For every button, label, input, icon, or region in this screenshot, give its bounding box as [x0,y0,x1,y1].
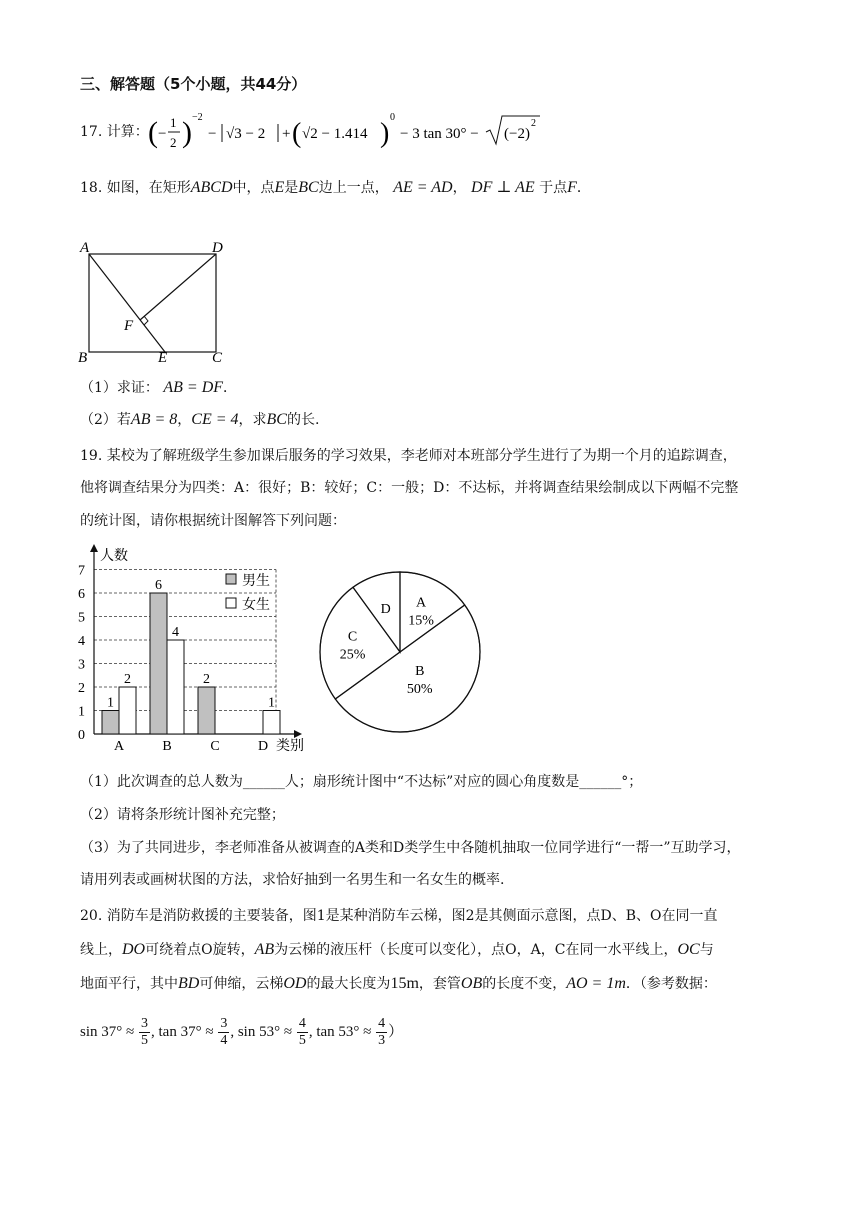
q18-e: E [274,179,285,196]
q17-frac-den: 2 [170,135,177,150]
y-tick-label: 6 [78,587,85,602]
legend-swatch-male [226,574,236,584]
q20-bd: BD [178,975,200,992]
label-a: A [80,240,90,256]
q18-part2-prefix: （2）若 [80,412,131,428]
y-tick-label: 5 [78,610,85,626]
label-c: C [212,350,223,366]
q18-part2-end: 的长. [286,412,320,428]
y-tick-label: 2 [78,681,85,696]
y-tick-label: 7 [78,563,85,579]
legend-label-male: 男生 [242,574,270,589]
q17-tail: − 3 tan 30° − [400,126,479,142]
q19-q3b: 请用列表或画树状图的方法，求恰好抽到一名男生和一名女生的概率. [80,872,505,888]
ref-close: ） [388,1024,404,1040]
pie-label-B: B [415,664,425,680]
bar-value-label: 2 [203,672,210,687]
q20-oc: OC [677,941,700,958]
q20-do: DO [122,941,146,958]
q17-number: 17. [80,124,103,140]
label-b: B [78,350,88,366]
bar-男生-C [198,687,215,734]
q20-text: 的最大长度为 [306,976,391,992]
x-tick-label: C [210,739,220,754]
q20-text: 可绕着点O旋转， [145,942,255,958]
y-tick-label: 3 [78,657,85,673]
pie-chart [316,568,486,738]
q18-part2 [80,410,319,430]
y-axis-label: 人数 [100,549,128,564]
q17-lparen2: ( [292,118,302,149]
q18-text: 是 [284,180,299,196]
q18-part2-eq2: CE = 4 [191,411,239,428]
bar-value-label: 2 [124,672,131,687]
q18-bc: BC [298,179,319,196]
pie-pct-C: 25% [339,647,366,663]
q17-sqrt-inner: (−2) [504,126,530,142]
ref-frac: $\frac{4}{3}$ [378,1016,386,1049]
q18-part2-sep: ， [177,412,192,428]
q18-part2-bc: BC [266,411,287,428]
pie-label-C: C [347,629,358,645]
label-e: E [158,350,168,366]
q20-text: 线上， [80,942,122,958]
x-axis-label: 类别 [276,739,304,754]
q18-part1-eq: AB = DF [163,379,224,396]
q18-number: 18. [80,180,103,196]
x-axis-arrow [294,730,302,738]
ref-tan53: , tan 53° ≈ [308,1024,372,1040]
q19-line1: 19. 某校为了解班级学生参加课后服务的学习效果，李老师对本班部分学生进行了为期一个月的追踪调查， [80,448,737,464]
q20-line2 [80,940,714,960]
q17-expression [148,110,548,156]
q20-text: 可伸缩，云梯 [199,976,284,992]
q18-part2-mid: ，求 [238,412,267,428]
q18-part1 [80,378,237,398]
x-tick-label: A [113,739,125,754]
ref-frac: $\frac{4}{5}$ [298,1016,306,1049]
q17-plus: + [282,126,291,142]
ref-sin37: sin 37° ≈ [80,1024,135,1040]
q17-label: 计算： [106,124,149,140]
q17-paren-inner: √2 − 1.414 [302,126,368,142]
q17-lparen: ( [148,116,158,149]
q20-ao: AO = 1m [566,975,626,992]
q19-q3a: （3）为了共同进步，李老师准备从被调查的A类和D类学生中各随机抽取一位同学进行“一帮一”互助学习， [80,840,741,856]
bar-女生-A [119,687,136,734]
q17-exp-2: 2 [531,118,536,129]
legend-swatch-female [226,598,236,608]
ref-tan37: , tan 37° ≈ [151,1024,214,1040]
q18-abcd: ABCD [190,179,233,196]
q20-text: ，套管 [418,976,461,992]
q17-abs-inner: √3 − 2 [226,126,266,142]
q17-neg: − [158,126,167,142]
q18-comma: ， [452,180,467,196]
y-tick-label: 4 [78,634,85,649]
x-tick-label: B [162,739,172,754]
bar-value-label: 4 [172,625,179,640]
q17-exp-m2: −2 [192,112,203,123]
q20-len15: 15m [390,975,419,992]
q18-text: 中，点 [232,180,275,196]
bar-女生-B [167,640,184,734]
q18-text: 如图，在矩形 [106,180,191,196]
pie-pct-B: 50% [406,682,433,698]
y-axis-arrow [90,544,98,552]
q19-line2: 他将调查结果分为四类：A：很好；B：较好；C：一般；D：不达标，并将调查结果绘制成以下两幅不完整 [80,480,739,496]
q18-f: F [567,179,577,196]
label-d: D [212,240,223,256]
q17-rparen: ) [182,116,192,149]
q17-exp-0: 0 [390,112,395,123]
q20-text: 与 [699,942,714,958]
section-title: 三、解答题（5个小题，共44分） [80,75,307,93]
q20-line1: 20. 消防车是消防救援的主要装备，图1是某种消防车云梯，图2是其侧面示意图，点D、B、O在同一直 [80,908,718,924]
q20-od: OD [283,975,307,992]
ref-sin53: , sin 53° ≈ [230,1024,293,1040]
ref-frac: $\frac{3}{5}$ [141,1016,148,1049]
q18-part2-eq1: AB = 8 [130,411,178,428]
q20-reference-data [80,1014,403,1050]
bar-女生-D [263,711,280,735]
q18-eq2: DF ⊥ AE [471,179,535,196]
q18-part1-end: ． [223,380,238,396]
q20-line3 [80,974,717,994]
q20-ab: AB [254,941,275,958]
q18-period: ． [576,180,591,196]
q17-minus1: − [208,126,217,142]
q18-text: 于点 [539,180,568,196]
legend-label-female: 女生 [242,598,270,613]
y-tick-label: 1 [78,704,85,720]
pie-pct-A: 15% [408,613,434,629]
q20-ob: OB [460,975,483,992]
pie-label-A: A [416,595,427,611]
y-tick-label: 0 [78,728,85,743]
q17-rparen2: ) [380,118,390,149]
q18-text: 边上一点， [318,180,389,196]
bar-chart [70,542,320,754]
q18-rectangle-figure [74,236,234,366]
q18-eq1: AE = AD [393,179,453,196]
ref-frac: $\frac{3}{4}$ [220,1016,228,1049]
bar-value-label: 1 [268,695,275,711]
q20-text: ．（参考数据： [625,976,717,992]
q19-q1: （1）此次调查的总人数为______人；扇形统计图中“不达标”对应的圆心角度数是______°； [80,774,643,790]
q17-frac-num: 1 [170,115,177,130]
bar-value-label: 6 [155,578,162,593]
q19-q2: （2）请将条形统计图补充完整； [80,807,285,823]
q19-line3: 的统计图，请你根据统计图解答下列问题： [80,513,346,529]
bar-男生-A [102,711,119,735]
q20-text: 地面平行，其中 [80,976,178,992]
bar-value-label: 1 [107,695,114,711]
q18-part1-prefix: （1）求证： [80,380,159,396]
label-f: F [124,318,134,334]
question-18 [80,178,591,198]
pie-label-D: D [380,601,391,617]
x-tick-label: D [257,739,269,754]
q20-text: 的长度不变， [482,976,567,992]
q20-text: 为云梯的液压杆（长度可以变化），点O，A，C在同一水平线上， [274,942,678,958]
bar-男生-B [150,593,167,734]
